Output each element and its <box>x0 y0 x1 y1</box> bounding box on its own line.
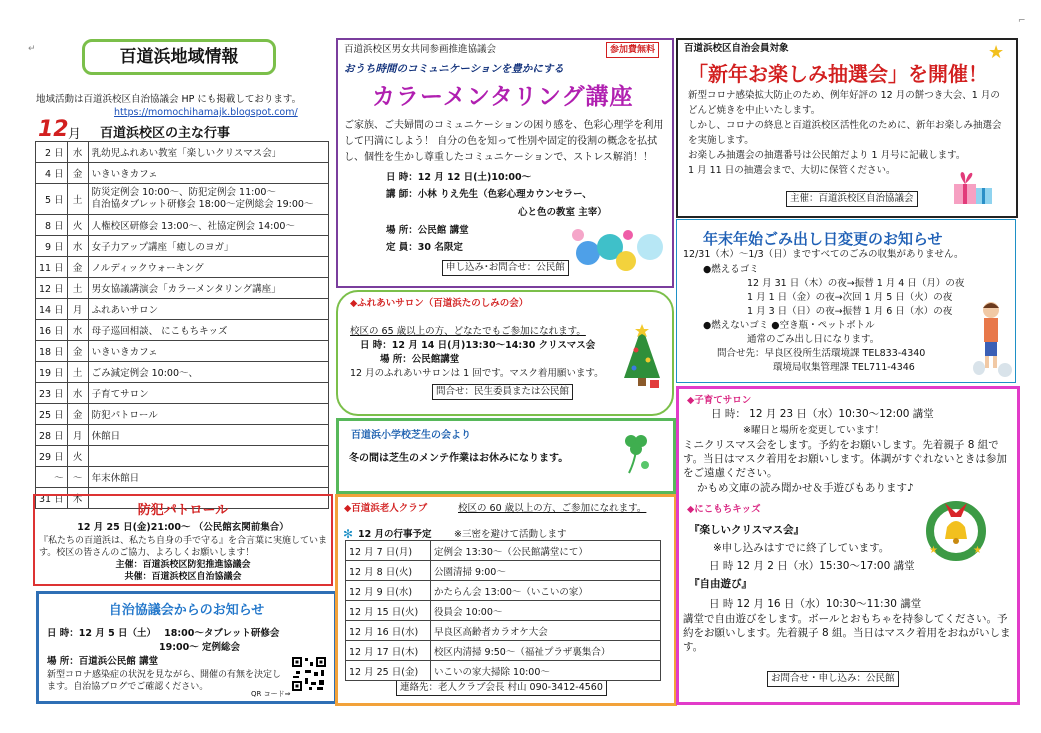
patrol-title: 防犯パトロール <box>137 503 229 518</box>
schedule-day: 16 日 <box>36 320 68 341</box>
free-play-date: 日 時 12 月 16 日（水）10:30〜11:30 講堂 <box>709 598 922 610</box>
schedule-day: 25 日 <box>36 404 68 425</box>
xmas-note: ※申し込みはすでに終了しています。 <box>713 542 890 554</box>
shibafu-box <box>336 418 676 494</box>
flower-icon: ✻ <box>343 527 354 541</box>
schedule-weekday: 金 <box>67 163 88 184</box>
lottery-p2: しかし、コロナの終息と百道浜校区活性化のために、新年お楽しみ抽選会を実施します。 <box>688 120 1002 146</box>
jichi-title: 自治協議会からのお知らせ <box>108 603 265 618</box>
lottery-p4: 1 月 11 日の抽選会まで、大切に保管ください。 <box>688 165 896 176</box>
lottery-title: 「新年お楽しみ抽選会」を開催！ <box>688 62 988 86</box>
schedule-day: 11 日 <box>36 257 68 278</box>
kosodate-title: ◆子育てサロン <box>687 395 752 406</box>
schedule-row <box>36 257 329 278</box>
danjo-lecturer: 講 師：小林 りえ先生（色彩心理カウンセラー、 <box>386 189 592 200</box>
jichi-place: 場 所：百道浜公民館 講堂 <box>47 656 159 667</box>
gomi-line3: 1 月 3 日（日）の夜→振替 1 月 6 日（水）の夜 <box>747 306 953 317</box>
gomi-line1: 12 月 31 日（木）の夜→振替 1 月 4 日（月）の夜 <box>747 278 965 289</box>
schedule-weekday: 土 <box>67 362 88 383</box>
fureai-target: 校区の 65 歳以上の方、どなたでもご参加になれます。 <box>350 326 586 337</box>
gomi-contact1: 問合せ先：早良区役所生活環境課 TEL833-4340 <box>717 348 926 359</box>
club-row <box>346 541 661 561</box>
patrol-body: 『私たちの百道浜は、私たち自身の手で守る』を合言葉に実施しています。校区の皆さんのご協力、よろしくお願いします！ <box>39 536 328 558</box>
schedule-weekday: 月 <box>67 425 88 446</box>
schedule-day: 31 日 <box>36 488 68 509</box>
schedule-event-line: 自治協タブレット研修会 18:00〜定例総会 19:00〜 <box>91 199 314 210</box>
svg-text:★: ★ <box>973 545 982 556</box>
schedule-event: 防犯パトロール <box>88 404 328 425</box>
fureai-place: 場 所：公民館講堂 <box>380 354 460 365</box>
schedule-row <box>36 278 329 299</box>
fureai-salon-box <box>336 290 674 416</box>
club-event: かたらん会 13:00〜（いこいの家） <box>431 581 661 601</box>
kosodate-date: 日 時： 12 月 23 日（水）10:30〜12:00 講堂 <box>711 408 934 420</box>
danjo-date: 日 時：12 月 12 日(土)10:00〜 <box>386 172 532 183</box>
corner-mark: ⌐ <box>1018 16 1026 26</box>
club-date: 12 月 7 日(月) <box>346 541 431 561</box>
month-suffix: 月 <box>68 127 82 142</box>
page-title: 百道浜地域情報 <box>82 39 276 75</box>
schedule-day: 8 日 <box>36 215 68 236</box>
paragraph-mark: ↵ <box>28 44 36 54</box>
nikomochi-title: ◆にこもちキッズ <box>687 504 761 515</box>
schedule-row <box>36 236 329 257</box>
schedule-day: 18 日 <box>36 341 68 362</box>
schedule-event: 乳幼児ふれあい教室「楽しいクリスマス会」 <box>88 142 328 163</box>
schedule-event <box>88 184 328 215</box>
schedule-row <box>36 320 329 341</box>
danjo-place: 場 所：公民館 講堂 <box>386 225 469 236</box>
schedule-weekday: 火 <box>67 215 88 236</box>
free-play-title: 『自由遊び』 <box>689 578 752 590</box>
kosodate-body: ミニクリスマス会をします。予約をお願いします。先着親子 8 組です。当日はマスク着用をお願いします。体調がすぐれないときは参加をご遠慮ください。 <box>683 439 1007 479</box>
danjo-subtitle: おうち時間のコミュニケーションを豊かにする <box>344 63 564 75</box>
schedule-title: 百道浜校区の主な行事 <box>100 126 231 141</box>
schedule-table <box>35 141 329 509</box>
schedule-event: いきいきカフェ <box>88 163 328 184</box>
club-event: 公園清掃 9:00〜 <box>431 561 661 581</box>
rojin-schedule-note: ※三密を避けて活動します <box>454 529 567 540</box>
lottery-target: 百道浜校区自治会員対象 <box>684 43 789 54</box>
xmas-date: 日 時 12 月 2 日（水）15:30〜17:00 講堂 <box>709 560 915 572</box>
shiba-body: 冬の間は芝生のメンテ作業はお休みになります。 <box>349 453 569 464</box>
schedule-weekday: 月 <box>67 299 88 320</box>
schedule-event-line: 防災定例会 10:00〜、防犯定例会 11:00〜 <box>91 187 276 198</box>
color-balls-icon <box>570 225 668 277</box>
schedule-weekday: 金 <box>67 341 88 362</box>
schedule-event: いきいきカフェ <box>88 341 328 362</box>
schedule-weekday: 水 <box>67 383 88 404</box>
schedule-weekday: 水 <box>67 236 88 257</box>
schedule-row <box>36 383 329 404</box>
schedule-weekday: 金 <box>67 404 88 425</box>
club-row <box>346 641 661 661</box>
schedule-event: 年末休館日 <box>88 467 328 488</box>
danjo-title: カラーメンタリング講座 <box>372 84 634 110</box>
club-schedule-table <box>345 540 661 681</box>
garbage-notice-box <box>676 219 1016 383</box>
jichi-box <box>36 591 337 704</box>
rojin-title: ◆百道浜老人クラブ <box>344 503 428 514</box>
patrol-host: 主催：百道浜校区防犯推進協議会 <box>115 560 251 570</box>
schedule-row <box>36 404 329 425</box>
schedule-event: 母子巡回相談、 にこもちキッズ <box>88 320 328 341</box>
lottery-p3: お楽しみ抽選会の抽選番号は公民館だより 1 月号に記載します。 <box>688 150 966 161</box>
schedule-weekday: 火 <box>67 446 88 467</box>
schedule-day: 28 日 <box>36 425 68 446</box>
schedule-row <box>36 163 329 184</box>
club-row <box>346 661 661 681</box>
danjo-org: 百道浜校区男女共同参画推進協議会 <box>344 44 497 55</box>
danjo-lecturer2: 心と色の教室 主宰） <box>518 207 607 218</box>
schedule-day: 29 日 <box>36 446 68 467</box>
club-date: 12 月 8 日(火) <box>346 561 431 581</box>
jichi-body: 新型コロナ感染症の状況を見ながら、開催の有無を決定します。自治協ブログでご確認ください。 <box>47 670 282 692</box>
schedule-day: 4 日 <box>36 163 68 184</box>
color-mentoring-box <box>336 38 674 288</box>
patrol-date: 12 月 25 日(金)21:00〜 （公民館玄関前集合） <box>77 522 289 533</box>
fureai-title: ◆ふれあいサロン（百道浜たのしみの会） <box>350 298 529 309</box>
gomi-nonburn: ●燃えないゴミ ●空き瓶・ペットボトル <box>703 320 875 331</box>
gomi-burn: ●燃えるゴミ <box>703 264 759 275</box>
schedule-event: ごみ減定例会 10:00〜、 <box>88 362 328 383</box>
danjo-capacity: 定 員：30 名限定 <box>386 242 463 253</box>
rojin-contact: 連絡先：老人クラブ会長 村山 090-3412-4560 <box>396 680 607 696</box>
xmas-title: 『楽しいクリスマス会』 <box>689 524 805 536</box>
schedule-day: 5 日 <box>36 184 68 215</box>
schedule-weekday: 土 <box>67 278 88 299</box>
free-play-body: 講堂で自由遊びをします。ボールとおもちゃを持参してください。予約をお願いします。先着親子 8 組。当日はマスク着用をおねがいします。 <box>683 613 1011 653</box>
schedule-day: 14 日 <box>36 299 68 320</box>
schedule-row <box>36 215 329 236</box>
schedule-row <box>36 299 329 320</box>
gomi-title: 年末年始ごみ出し日変更のお知らせ <box>703 230 943 248</box>
club-row <box>346 601 661 621</box>
kosodate-contact: お問合せ・申し込み：公民館 <box>767 671 899 687</box>
jichi-date: 日 時：12 月 5 日（土） 18:00〜タブレット研修会 <box>47 628 280 639</box>
schedule-day: 9 日 <box>36 236 68 257</box>
schedule-weekday: 水 <box>67 142 88 163</box>
jichi-date2: 19:00〜 定例総会 <box>159 642 241 653</box>
schedule-weekday: 土 <box>67 184 88 215</box>
kosodate-note: ※曜日と場所を変更しています！ <box>743 425 884 436</box>
star-icon: ★ <box>988 42 1005 63</box>
rojin-schedule-title: 12 月の行事予定 <box>358 529 432 540</box>
intro-text: 地域活動は百道浜校区自治協議会 HP にも掲載しております。 <box>36 94 302 105</box>
schedule-row <box>36 341 329 362</box>
danjo-contact: 申し込み･お問合せ：公民館 <box>442 260 569 276</box>
patrol-cohost: 共催：百道浜校区自治協議会 <box>124 572 242 582</box>
schedule-event: 人権校区研修会 13:00〜、社協定例会 14:00〜 <box>88 215 328 236</box>
schedule-row <box>36 425 329 446</box>
schedule-row <box>36 467 329 488</box>
schedule-event: 休館日 <box>88 425 328 446</box>
club-date: 12 月 16 日(水) <box>346 621 431 641</box>
club-event: 校区内清掃 9:50〜（福祉プラザ裏集合） <box>431 641 661 661</box>
rojin-target: 校区の 60 歳以上の方、ご参加になれます。 <box>458 503 647 514</box>
schedule-day: 19 日 <box>36 362 68 383</box>
club-date: 12 月 9 日(水) <box>346 581 431 601</box>
schedule-event: 子育てサロン <box>88 383 328 404</box>
gomi-contact2: 環境局収集管理課 TEL711-4346 <box>773 362 915 373</box>
schedule-event: 女子力アップ講座「癒しのヨガ」 <box>88 236 328 257</box>
club-event: 定例会 13:30〜（公民館講堂にて） <box>431 541 661 561</box>
gift-box-icon <box>948 168 996 208</box>
danjo-body: ご家族、ご夫婦間のコミュニケーションの困り感を、色彩心理学を利用して円満にしよう！ 自分の色を知って性別や固定的役割の概念を払拭し、個性を生かし尊重したコミュニケーションで、ストレス解消！！ <box>344 120 664 163</box>
kosodate-box <box>676 386 1020 705</box>
schedule-event: 男女協議講演会「カラーメンタリング講座」 <box>88 278 328 299</box>
club-row <box>346 581 661 601</box>
club-event: 早良区高齢者カラオケ大会 <box>431 621 661 641</box>
club-date: 12 月 17 日(木) <box>346 641 431 661</box>
schedule-event <box>88 446 328 467</box>
svg-text:★: ★ <box>929 545 938 556</box>
schedule-weekday: 〜 <box>67 467 88 488</box>
schedule-row <box>36 362 329 383</box>
schedule-event: ノルディックウォーキング <box>88 257 328 278</box>
lottery-p1: 新型コロナ感染拡大防止のため、例年好評の 12 月の餅つき大会、1 月のどんど焼きを中止いたします。 <box>688 90 1000 116</box>
lottery-box <box>676 38 1018 218</box>
schedule-row <box>36 184 329 215</box>
club-row <box>346 621 661 641</box>
free-badge: 参加費無料 <box>606 42 659 58</box>
schedule-row <box>36 142 329 163</box>
clover-icon <box>619 431 653 475</box>
qr-code-icon[interactable] <box>291 656 327 692</box>
lottery-host: 主催：百道浜校区自治協議会 <box>786 191 918 207</box>
schedule-day: 23 日 <box>36 383 68 404</box>
blog-link[interactable]: https://momochihamajk.blogspot.com/ <box>114 107 298 118</box>
christmas-wreath-icon <box>923 493 989 563</box>
kosodate-body2: かもめ文庫の読み聞かせ＆手遊びもあります♪ <box>697 482 914 494</box>
fureai-note: 12 月のふれあいサロンは 1 回です。マスク着用願います。 <box>350 368 604 379</box>
schedule-row <box>36 446 329 467</box>
qr-label: QR コード⇒ <box>251 690 291 698</box>
schedule-event: ふれあいサロン <box>88 299 328 320</box>
gomi-nonburn2: 通常のごみ出し日になります。 <box>747 334 880 345</box>
club-date: 12 月 15 日(火) <box>346 601 431 621</box>
club-row <box>346 561 661 581</box>
schedule-day: 〜 <box>36 467 68 488</box>
christmas-tree-icon <box>620 320 664 392</box>
schedule-day: 12 日 <box>36 278 68 299</box>
gomi-intro: 12/31（木）〜1/3（日）まですべてのごみの収集がありません。 <box>683 249 964 260</box>
fureai-contact: 問合せ：民生委員または公民館 <box>432 384 573 400</box>
schedule-weekday: 水 <box>67 320 88 341</box>
fureai-date: 日 時：12 月 14 日(月)13:30〜14:30 クリスマス会 <box>360 340 596 351</box>
club-event: いこいの家大掃除 10:00〜 <box>431 661 661 681</box>
club-date: 12 月 25 日(金) <box>346 661 431 681</box>
patrol-box <box>33 494 333 586</box>
shiba-title: 百道浜小学校芝生の会より <box>351 430 471 441</box>
club-event: 役員会 10:00〜 <box>431 601 661 621</box>
gomi-line2: 1 月 1 日（金）の夜→次回 1 月 5 日（火）の夜 <box>747 292 953 303</box>
schedule-weekday: 金 <box>67 257 88 278</box>
schedule-weekday: 木 <box>67 488 88 509</box>
schedule-day: 2 日 <box>36 142 68 163</box>
month-number: 12 <box>38 117 69 142</box>
person-with-trash-icon <box>973 298 1013 378</box>
